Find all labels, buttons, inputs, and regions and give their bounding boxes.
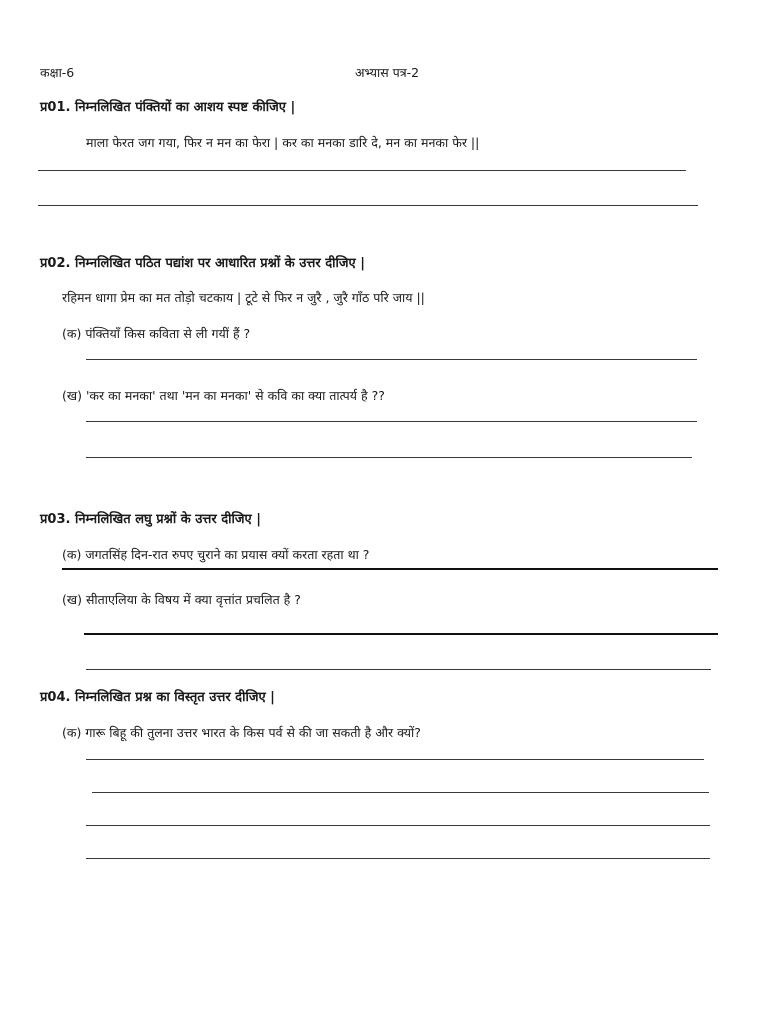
answer-line	[86, 421, 697, 422]
question-2-verse: रहिमन धागा प्रेम का मत तोड़ो चटकाय | टूटे से फिर न जुरै , जुरै गाँठ परि जाय ||	[62, 290, 425, 305]
answer-line	[86, 359, 697, 360]
answer-line	[86, 669, 711, 670]
class-label: कक्षा-6	[40, 65, 75, 80]
question-2-part-a: (क) पंक्तियाँ किस कविता से ली गयीं हैं ?	[62, 326, 251, 341]
answer-line	[86, 825, 710, 826]
answer-line	[86, 457, 692, 458]
question-3-part-b: (ख) सीताएलिया के विषय में क्या वृत्तांत प्रचलित है ?	[62, 592, 301, 607]
answer-line	[86, 759, 704, 760]
answer-line	[84, 633, 718, 635]
question-1-heading: प्र01. निम्नलिखित पंक्तियों का आशय स्पष्ट कीजिए |	[40, 100, 296, 115]
question-3-heading: प्र03. निम्नलिखित लघु प्रश्नों के उत्तर दीजिए |	[40, 512, 261, 527]
answer-line	[38, 205, 698, 206]
question-3-part-a: (क) जगतसिंह दिन-रात रुपए चुराने का प्रयास क्यों करता रहता था ?	[62, 547, 370, 562]
answer-line	[38, 170, 686, 171]
question-2-part-b: (ख) 'कर का मनका' तथा 'मन का मनका' से कवि का क्या तात्पर्य है ??	[62, 388, 385, 403]
question-4-heading: प्र04. निम्नलिखित प्रश्न का विस्तृत उत्तर दीजिए |	[40, 690, 275, 705]
answer-line	[86, 858, 710, 859]
question-1-verse: माला फेरत जग गया, फिर न मन का फेरा | कर का मनका डारि दे, मन का मनका फेर ||	[86, 135, 480, 150]
answer-line	[92, 792, 709, 793]
question-4-part-a: (क) गारू बिहू की तुलना उत्तर भारत के किस पर्व से की जा सकती है और क्यों?	[62, 725, 421, 740]
answer-line	[62, 568, 718, 570]
question-2-heading: प्र02. निम्नलिखित पठित पद्यांश पर आधारित प्रश्नों के उत्तर दीजिए |	[40, 256, 365, 271]
sheet-title: अभ्यास पत्र-2	[355, 65, 420, 80]
